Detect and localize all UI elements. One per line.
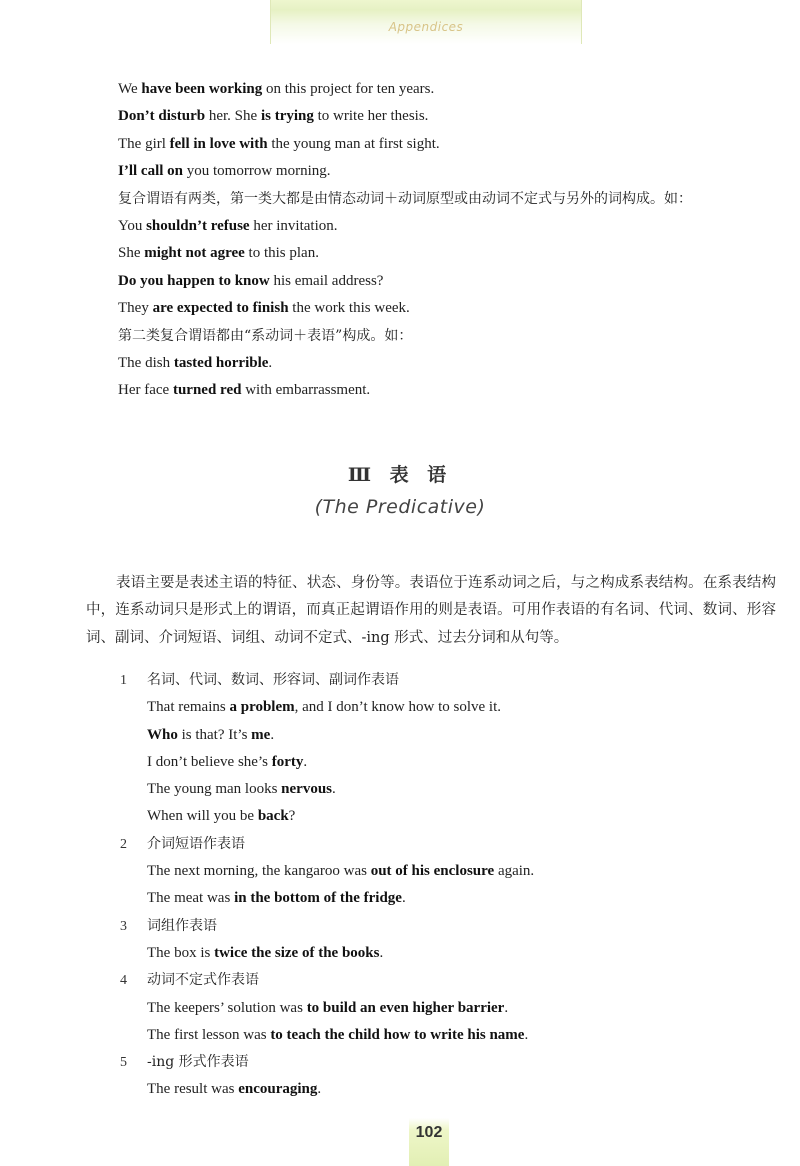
item-label: -ing 形式作表语 <box>147 1054 249 1071</box>
text-run: . <box>317 1081 322 1098</box>
bold-run: me <box>251 726 271 743</box>
text-run: She <box>118 245 145 262</box>
bold-run: twice the size of the books <box>214 944 380 961</box>
bold-run: in the bottom of the fridge <box>234 890 402 907</box>
text-run: . <box>268 354 273 371</box>
text-run: to this plan. <box>244 245 319 262</box>
list-item-heading <box>120 913 780 940</box>
list-item-heading <box>120 967 780 994</box>
example-line <box>118 131 778 158</box>
header-tab <box>270 0 582 44</box>
example-sentence <box>147 722 780 749</box>
example-line <box>118 377 778 404</box>
example-line <box>118 103 778 130</box>
bold-run: encouraging <box>238 1081 318 1098</box>
text-run: They <box>118 300 153 317</box>
item-number: 4 <box>120 973 127 989</box>
bold-run: nervous <box>281 781 332 798</box>
text-run: the work this week. <box>288 300 410 317</box>
bold-run: are expected to finish <box>152 300 289 317</box>
example-sentence <box>147 749 780 776</box>
bold-run: forty <box>271 753 304 770</box>
example-sentence <box>147 858 780 885</box>
text-run: The dish <box>118 354 174 371</box>
text-run: the young man at first sight. <box>267 135 440 152</box>
bold-run: to build an even higher barrier <box>306 999 505 1016</box>
example-sentence <box>147 995 780 1022</box>
bold-run: tasted horrible <box>173 354 269 371</box>
item-label: 介词短语作表语 <box>147 835 245 852</box>
text-run: ? <box>288 808 296 825</box>
item-label: 名词、代词、数词、形容词、副词作表语 <box>147 672 399 688</box>
text-run: with embarrassment. <box>241 382 371 399</box>
bold-run: shouldn’t refuse <box>146 217 250 234</box>
example-line <box>118 76 778 103</box>
text-run: her invitation. <box>249 217 338 234</box>
list-item-heading <box>120 667 780 694</box>
bold-run: have been working <box>141 81 263 97</box>
text-run: to write her thesis. <box>313 108 429 125</box>
example-line <box>118 213 778 240</box>
example-sentence <box>147 885 780 912</box>
text-run: 复合谓语有两类，第一类大都是由情态动词＋动词原型或由动词不定式与另外的词构成。如： <box>118 190 692 207</box>
item-number: 5 <box>120 1055 127 1071</box>
example-sentence <box>147 1022 780 1049</box>
text-run: . <box>401 890 406 907</box>
example-line <box>118 350 778 377</box>
list-item-heading <box>120 1049 780 1076</box>
example-sentence <box>147 776 780 803</box>
text-run: you tomorrow morning. <box>183 163 331 180</box>
text-run: The keepers’ solution was <box>147 999 307 1016</box>
item-label: 词组作表语 <box>147 917 217 934</box>
text-run: again. <box>494 863 535 880</box>
example-sentence <box>147 1076 780 1103</box>
text-run: on this project for ten years. <box>262 81 435 97</box>
bold-run: turned red <box>172 382 242 399</box>
section-subtitle: (The Predicative) <box>314 496 486 518</box>
text-run: The result was <box>147 1081 239 1098</box>
bold-run: I’ll call on <box>118 163 184 180</box>
example-sentence <box>147 940 780 967</box>
bold-run: back <box>257 808 289 825</box>
text-run: When will you be <box>147 808 258 825</box>
example-line <box>118 268 778 295</box>
example-sentence <box>147 803 780 830</box>
bold-run: fell in love with <box>169 135 268 152</box>
item-label: 动词不定式作表语 <box>147 972 259 989</box>
bold-run: Don’t disturb <box>118 108 206 125</box>
example-line <box>118 323 778 350</box>
bold-run: might not agree <box>144 245 245 262</box>
text-run: The first lesson was <box>147 1026 271 1043</box>
page-number: 102 <box>409 1118 449 1166</box>
text-run: The young man looks <box>147 781 282 798</box>
text-run: , and I don’t know how to solve it. <box>294 699 502 716</box>
text-run: The meat was <box>147 890 235 907</box>
item-number: 2 <box>120 836 127 852</box>
text-run: The next morning, the kangaroo was <box>147 863 371 880</box>
bold-run: Do you happen to know <box>118 272 270 289</box>
text-run: . <box>524 1026 529 1043</box>
text-run: That remains <box>147 699 230 716</box>
example-line <box>118 295 778 322</box>
text-run: The girl <box>118 135 170 152</box>
header-label: Appendices <box>388 20 464 34</box>
bold-run: out of his enclosure <box>370 863 495 880</box>
text-run: We <box>118 81 142 97</box>
text-run: . <box>332 781 336 798</box>
text-run: . <box>379 944 384 961</box>
example-line <box>118 158 778 185</box>
example-sentence <box>147 694 780 721</box>
text-run: . <box>303 753 308 770</box>
compound-predicate-examples <box>118 76 778 405</box>
list-item-heading <box>120 831 780 858</box>
text-run: I don’t believe she’s <box>147 753 272 770</box>
text-run: . <box>504 999 509 1016</box>
text-run: is that? It’s <box>177 726 252 743</box>
bold-run: to teach the child how to write his name <box>270 1026 525 1043</box>
text-run: 第二类复合谓语都由“系动词＋表语”构成。如： <box>118 327 413 344</box>
text-run: You <box>118 217 147 234</box>
text-run: Her face <box>118 382 173 399</box>
example-line <box>118 240 778 267</box>
bold-run: a problem <box>229 699 295 716</box>
bold-run: is trying <box>260 108 314 125</box>
text-run: The box is <box>147 944 215 961</box>
section-title: Ⅲ 表 语 <box>347 464 453 486</box>
predicative-list <box>120 667 780 1104</box>
item-number: 3 <box>120 918 127 934</box>
text-run: . <box>270 726 275 743</box>
item-number: 1 <box>120 673 127 688</box>
section-intro: 表语主要是表述主语的特征、状态、身份等。表语位于连系动词之后，与之构成系表结构。在系表结构中，连系动词只是形式上的谓语，而真正起谓语作用的则是表语。可用作表语的有名词、代词、数词、形容词、副词、介词短语、词组、动词不定式、-ing 形式、过去分词和从句等。 <box>86 574 776 646</box>
example-line <box>118 186 778 213</box>
bold-run: Who <box>147 726 178 743</box>
text-run: his email address? <box>269 272 384 289</box>
text-run: her. She <box>205 108 261 125</box>
